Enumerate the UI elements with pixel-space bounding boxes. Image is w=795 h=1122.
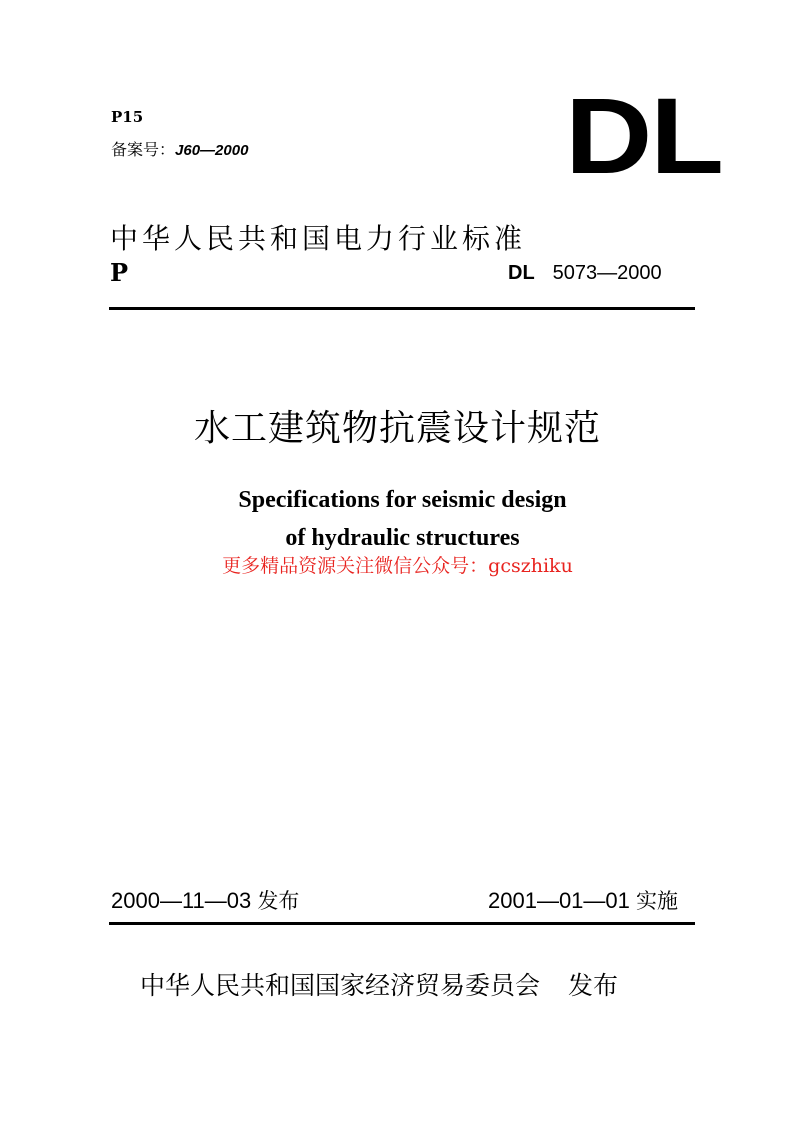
class-code: P15 <box>111 108 144 126</box>
record-number-label: 备案号： <box>111 140 176 159</box>
implement-date-value: 2001—01—01 <box>488 888 630 913</box>
standard-category: 中华人民共和国电力行业标准 <box>110 222 527 255</box>
publisher-name: 中华人民共和国国家经济贸易委员会 <box>140 971 541 1000</box>
title-chinese: 水工建筑物抗震设计规范 <box>193 408 601 449</box>
issue-date <box>111 885 299 915</box>
p-label: P <box>110 258 129 287</box>
title-english-line2: of hydraulic structures <box>285 525 520 551</box>
title-english-line1: Specifications for seismic design <box>238 487 567 513</box>
watermark-text: 更多精品资源关注微信公众号：gcszhiku <box>222 555 573 577</box>
bottom-divider <box>109 922 695 925</box>
standard-number-prefix: DL <box>508 262 535 284</box>
dl-logo: DL <box>565 75 722 196</box>
implement-date-word: 实施 <box>636 889 679 913</box>
implement-date <box>488 885 678 915</box>
record-number <box>111 137 248 160</box>
standard-number <box>508 262 662 285</box>
top-divider <box>109 307 695 310</box>
issue-date-word: 发布 <box>257 889 300 913</box>
record-number-value: J60—2000 <box>175 142 249 159</box>
publisher <box>140 966 618 1002</box>
standard-number-value: 5073—2000 <box>552 262 662 284</box>
publisher-action: 发布 <box>568 971 619 1000</box>
issue-date-value: 2000—11—03 <box>111 888 252 913</box>
